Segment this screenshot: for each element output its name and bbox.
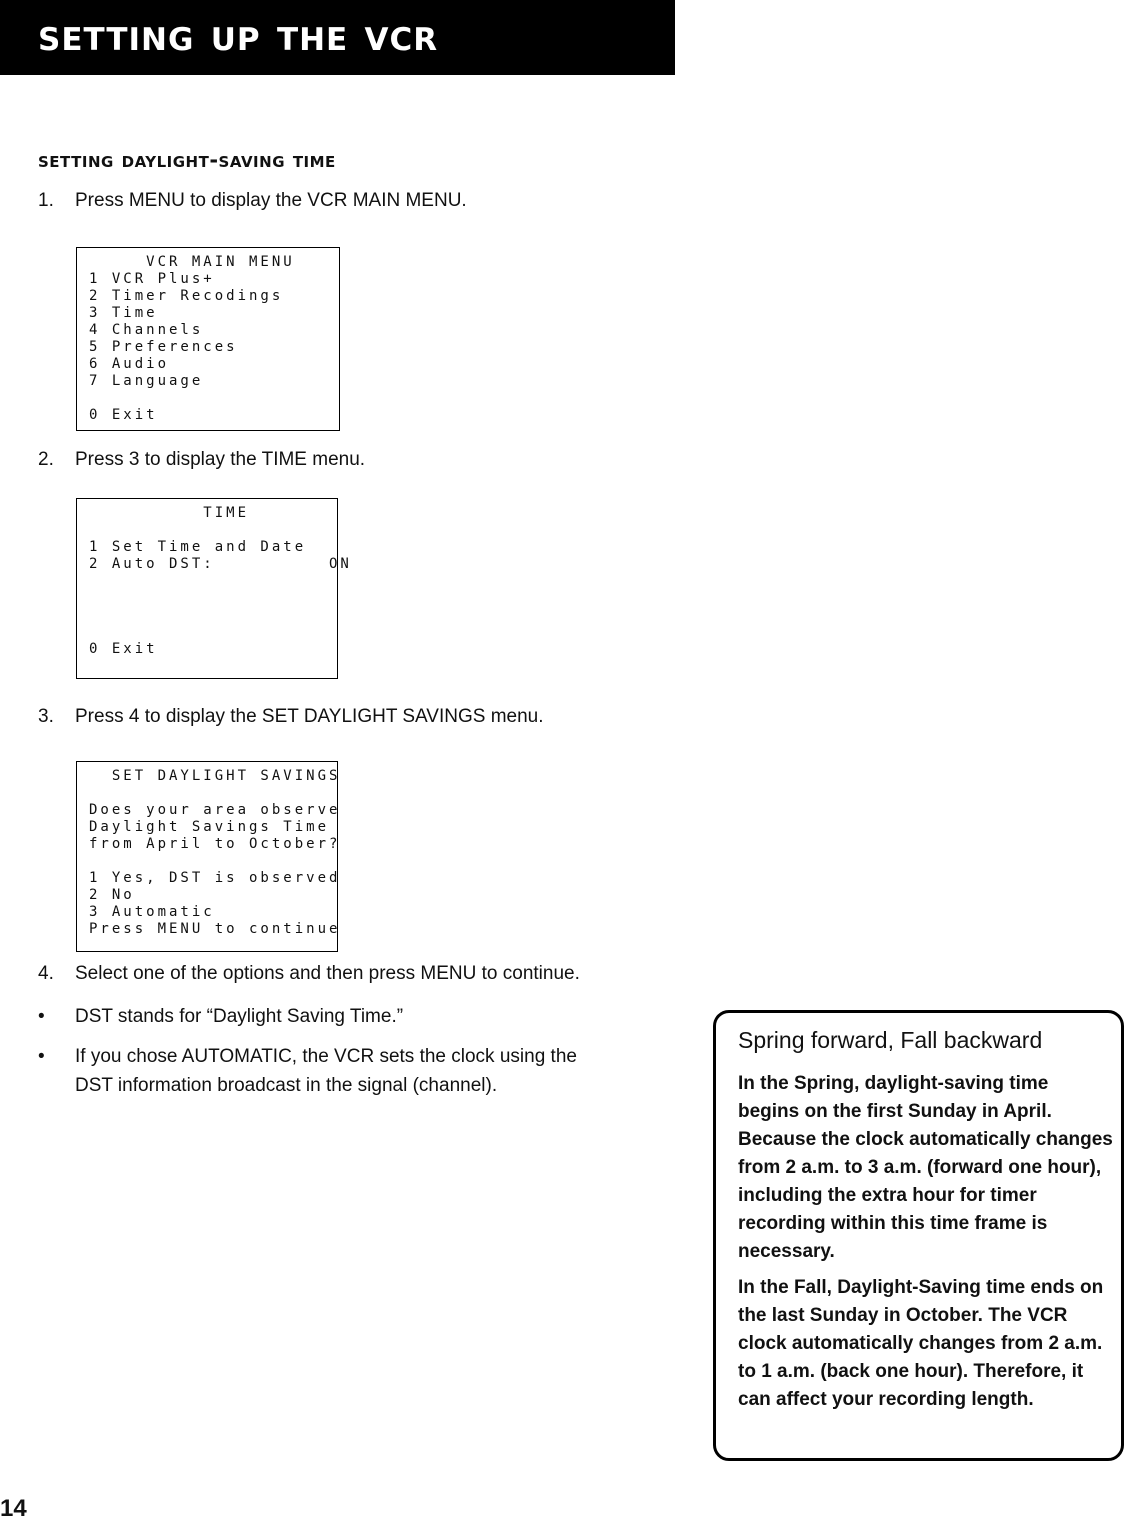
- menu-line: [89, 522, 337, 539]
- header-bar: [0, 0, 675, 75]
- page-header-title: setting up the vcr: [38, 10, 439, 61]
- menu-line: [89, 785, 337, 802]
- menu-line: Press MENU to continue: [89, 921, 341, 937]
- step-number: 3.: [38, 706, 54, 727]
- menu-line: 4 Channels: [89, 322, 204, 338]
- menu-line: 2 Auto DST: ON: [89, 556, 352, 572]
- bullet-mark: •: [38, 1006, 45, 1027]
- sidebar-paragraph-spring: In the Spring, daylight-saving time begins on the first Sunday in April. Because the clock automatically changes from 2 a.m. to 3 a.m. (forward one hour), including the extra hour for timer recording within this time frame is necessary.: [738, 1073, 1113, 1262]
- step-text: Press MENU to display the VCR MAIN MENU.: [75, 190, 467, 211]
- menu-line: [89, 573, 337, 590]
- step-number: 4.: [38, 963, 54, 984]
- menu-line: 6 Audio: [89, 356, 170, 372]
- menu-line: 3 Time: [89, 305, 158, 321]
- menu-line: 1 Set Time and Date: [89, 539, 307, 555]
- sidebar-note: [713, 1010, 1124, 1461]
- menu-line: TIME: [89, 505, 250, 521]
- page-number: 14: [0, 1495, 27, 1522]
- menu-line: from April to October?: [89, 836, 341, 852]
- section-title: setting daylight-saving time: [38, 148, 336, 172]
- menu-line: 1 Yes, DST is observed: [89, 870, 341, 886]
- menu-line: 2 Timer Recodings: [89, 288, 284, 304]
- menu-line: Daylight Savings Time: [89, 819, 330, 835]
- menu-line: [89, 853, 337, 870]
- sidebar-paragraph-fall: In the Fall, Daylight-Saving time ends on the last Sunday in October. The VCR clock automatically changes from 2 a.m. to 1 a.m. (back one hour). Therefore, it can affect your recording length.: [738, 1277, 1104, 1410]
- menu-line: 0 Exit: [89, 407, 158, 423]
- menu-line: VCR MAIN MENU: [89, 254, 295, 270]
- vcr-main-menu-screen: [76, 247, 340, 431]
- menu-line: 1 VCR Plus+: [89, 271, 215, 287]
- menu-line: Does your area observe: [89, 802, 341, 818]
- menu-line: [89, 590, 337, 607]
- menu-line: 0 Exit: [89, 641, 158, 657]
- set-daylight-savings-menu-screen: [76, 761, 341, 952]
- sidebar-title: Spring forward, Fall backward: [738, 1027, 1043, 1053]
- menu-line: SET DAYLIGHT SAVINGS: [89, 768, 341, 784]
- bullet-text: DST stands for “Daylight Saving Time.”: [75, 1006, 404, 1027]
- bullet-text: If you chose AUTOMATIC, the VCR sets the clock using the: [75, 1046, 577, 1067]
- menu-line: 2 No: [89, 887, 135, 903]
- bullet-text: DST information broadcast in the signal (channel).: [75, 1075, 498, 1096]
- menu-line: [89, 607, 337, 624]
- step-number: 2.: [38, 449, 54, 470]
- step-text: Select one of the options and then press MENU to continue.: [75, 963, 580, 984]
- menu-line: [89, 390, 339, 407]
- menu-line: [89, 624, 337, 641]
- step-text: Press 3 to display the TIME menu.: [75, 449, 366, 470]
- step-number: 1.: [38, 190, 54, 211]
- bullet-mark: •: [38, 1046, 45, 1067]
- menu-line: 3 Automatic: [89, 904, 215, 920]
- time-menu-screen: [76, 498, 352, 679]
- menu-line: 7 Language: [89, 373, 204, 389]
- menu-line: 5 Preferences: [89, 339, 238, 355]
- step-text: Press 4 to display the SET DAYLIGHT SAVINGS menu.: [75, 706, 544, 727]
